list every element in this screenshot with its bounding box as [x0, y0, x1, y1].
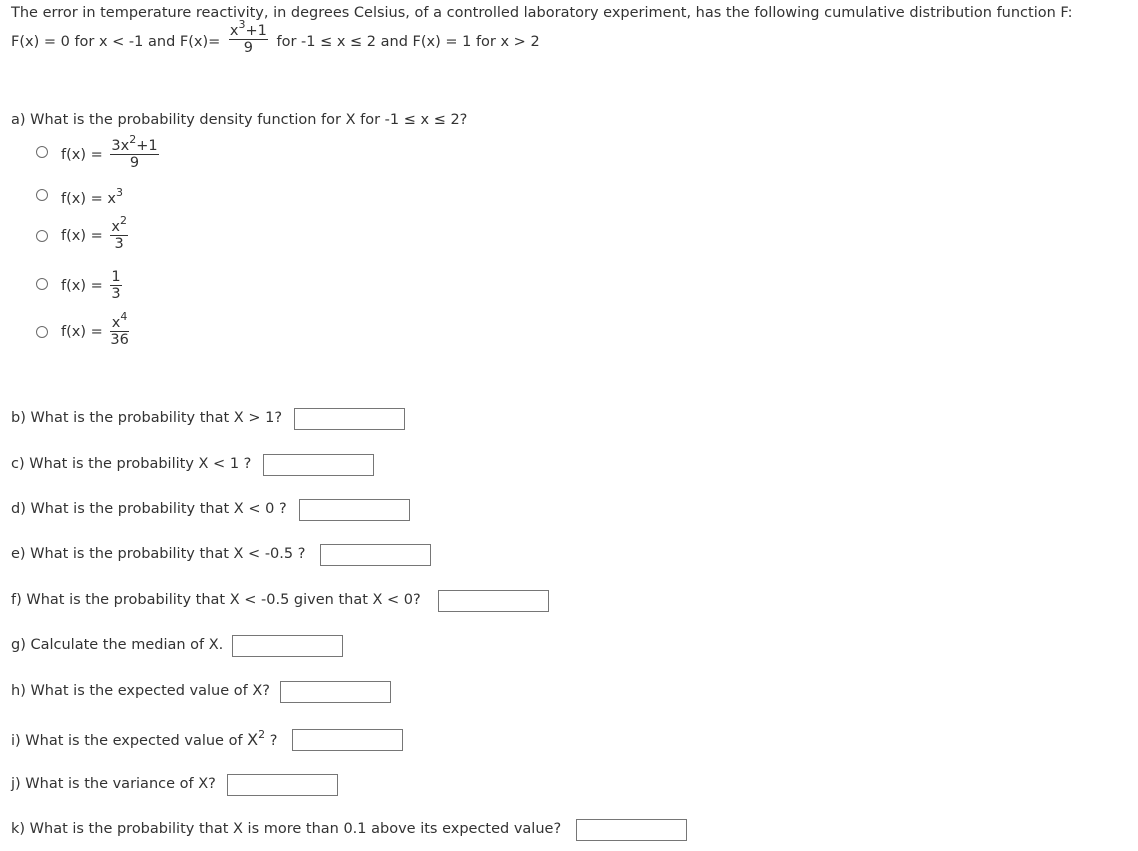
option-2-label[interactable]: [61, 186, 123, 207]
option-1-radio[interactable]: [36, 146, 48, 158]
answer-i-input[interactable]: [292, 729, 403, 751]
option-3-num: x: [111, 219, 120, 235]
question-i-variable: X: [247, 730, 259, 749]
option-1-lhs: f(x) =: [61, 147, 103, 163]
option-4-radio[interactable]: [36, 278, 48, 290]
cdf-numerator-exponent: 3: [238, 18, 246, 32]
question-f: f) What is the probability that X < -0.5 given that X < 0?: [11, 592, 421, 608]
cdf-numerator-tail: +1: [245, 23, 267, 39]
answer-b-input[interactable]: [294, 408, 405, 430]
question-j: j) What is the variance of X?: [11, 776, 216, 792]
option-4-label[interactable]: [61, 270, 122, 302]
option-3-fraction: [110, 214, 128, 252]
intro-line-2-suffix: for -1 ≤ x ≤ 2 and F(x) = 1 for x > 2: [276, 34, 540, 50]
option-1-den: 9: [129, 155, 140, 171]
question-i-exponent: 2: [258, 728, 266, 742]
option-5-fraction: [110, 310, 129, 348]
question-c: c) What is the probability X < 1 ?: [11, 456, 252, 472]
option-4-fraction: [110, 270, 121, 302]
cdf-fraction: [229, 18, 268, 56]
option-5-den: 36: [110, 332, 129, 348]
option-5-label[interactable]: [61, 310, 129, 348]
option-3-lhs: f(x) =: [61, 228, 103, 244]
answer-k-input[interactable]: [576, 819, 687, 841]
answer-d-input[interactable]: [299, 499, 410, 521]
question-i: [11, 730, 277, 749]
option-1-fraction: [110, 133, 158, 171]
option-2-exponent: 3: [115, 186, 123, 200]
option-2-lhs: f(x) = x: [61, 191, 116, 207]
answer-j-input[interactable]: [227, 774, 338, 796]
answer-g-input[interactable]: [232, 635, 343, 657]
option-1-num-exponent: 2: [129, 133, 137, 147]
intro-line-2-prefix: F(x) = 0 for x < -1 and F(x)=: [11, 34, 221, 50]
option-3-num-exponent: 2: [119, 214, 127, 228]
intro-line-1: The error in temperature reactivity, in degrees Celsius, of a controlled laboratory experiment, has the following cumulative distribution function F:: [11, 5, 1073, 21]
answer-c-input[interactable]: [263, 454, 374, 476]
question-a: a) What is the probability density function for X for -1 ≤ x ≤ 2?: [11, 112, 468, 128]
intro-line-2: [11, 18, 540, 58]
answer-e-input[interactable]: [320, 544, 431, 566]
option-1-num: 3x: [111, 138, 130, 154]
question-i-text: i) What is the expected value of: [11, 733, 243, 749]
cdf-denominator: 9: [243, 40, 253, 56]
option-1-label[interactable]: [61, 133, 159, 171]
question-d: d) What is the probability that X < 0 ?: [11, 501, 287, 517]
option-3-label[interactable]: [61, 214, 128, 252]
option-5-radio[interactable]: [36, 326, 48, 338]
question-g: g) Calculate the median of X.: [11, 637, 224, 653]
question-e: e) What is the probability that X < -0.5 ?: [11, 546, 306, 562]
option-5-num: x: [111, 315, 121, 331]
option-2-radio[interactable]: [36, 189, 48, 201]
question-b: b) What is the probability that X > 1?: [11, 410, 283, 426]
question-k: k) What is the probability that X is more than 0.1 above its expected value?: [11, 821, 562, 837]
option-3-radio[interactable]: [36, 230, 48, 242]
answer-h-input[interactable]: [280, 681, 391, 703]
cdf-numerator: x: [229, 23, 239, 39]
answer-f-input[interactable]: [438, 590, 549, 612]
option-4-lhs: f(x) =: [61, 278, 103, 294]
question-i-mark: ?: [269, 733, 278, 749]
option-1-num-tail: +1: [136, 138, 158, 154]
option-4-num: 1: [111, 269, 121, 285]
option-4-den: 3: [111, 286, 121, 302]
question-h: h) What is the expected value of X?: [11, 683, 270, 699]
option-3-den: 3: [114, 236, 124, 252]
option-5-num-exponent: 4: [120, 310, 128, 324]
option-5-lhs: f(x) =: [61, 324, 103, 340]
